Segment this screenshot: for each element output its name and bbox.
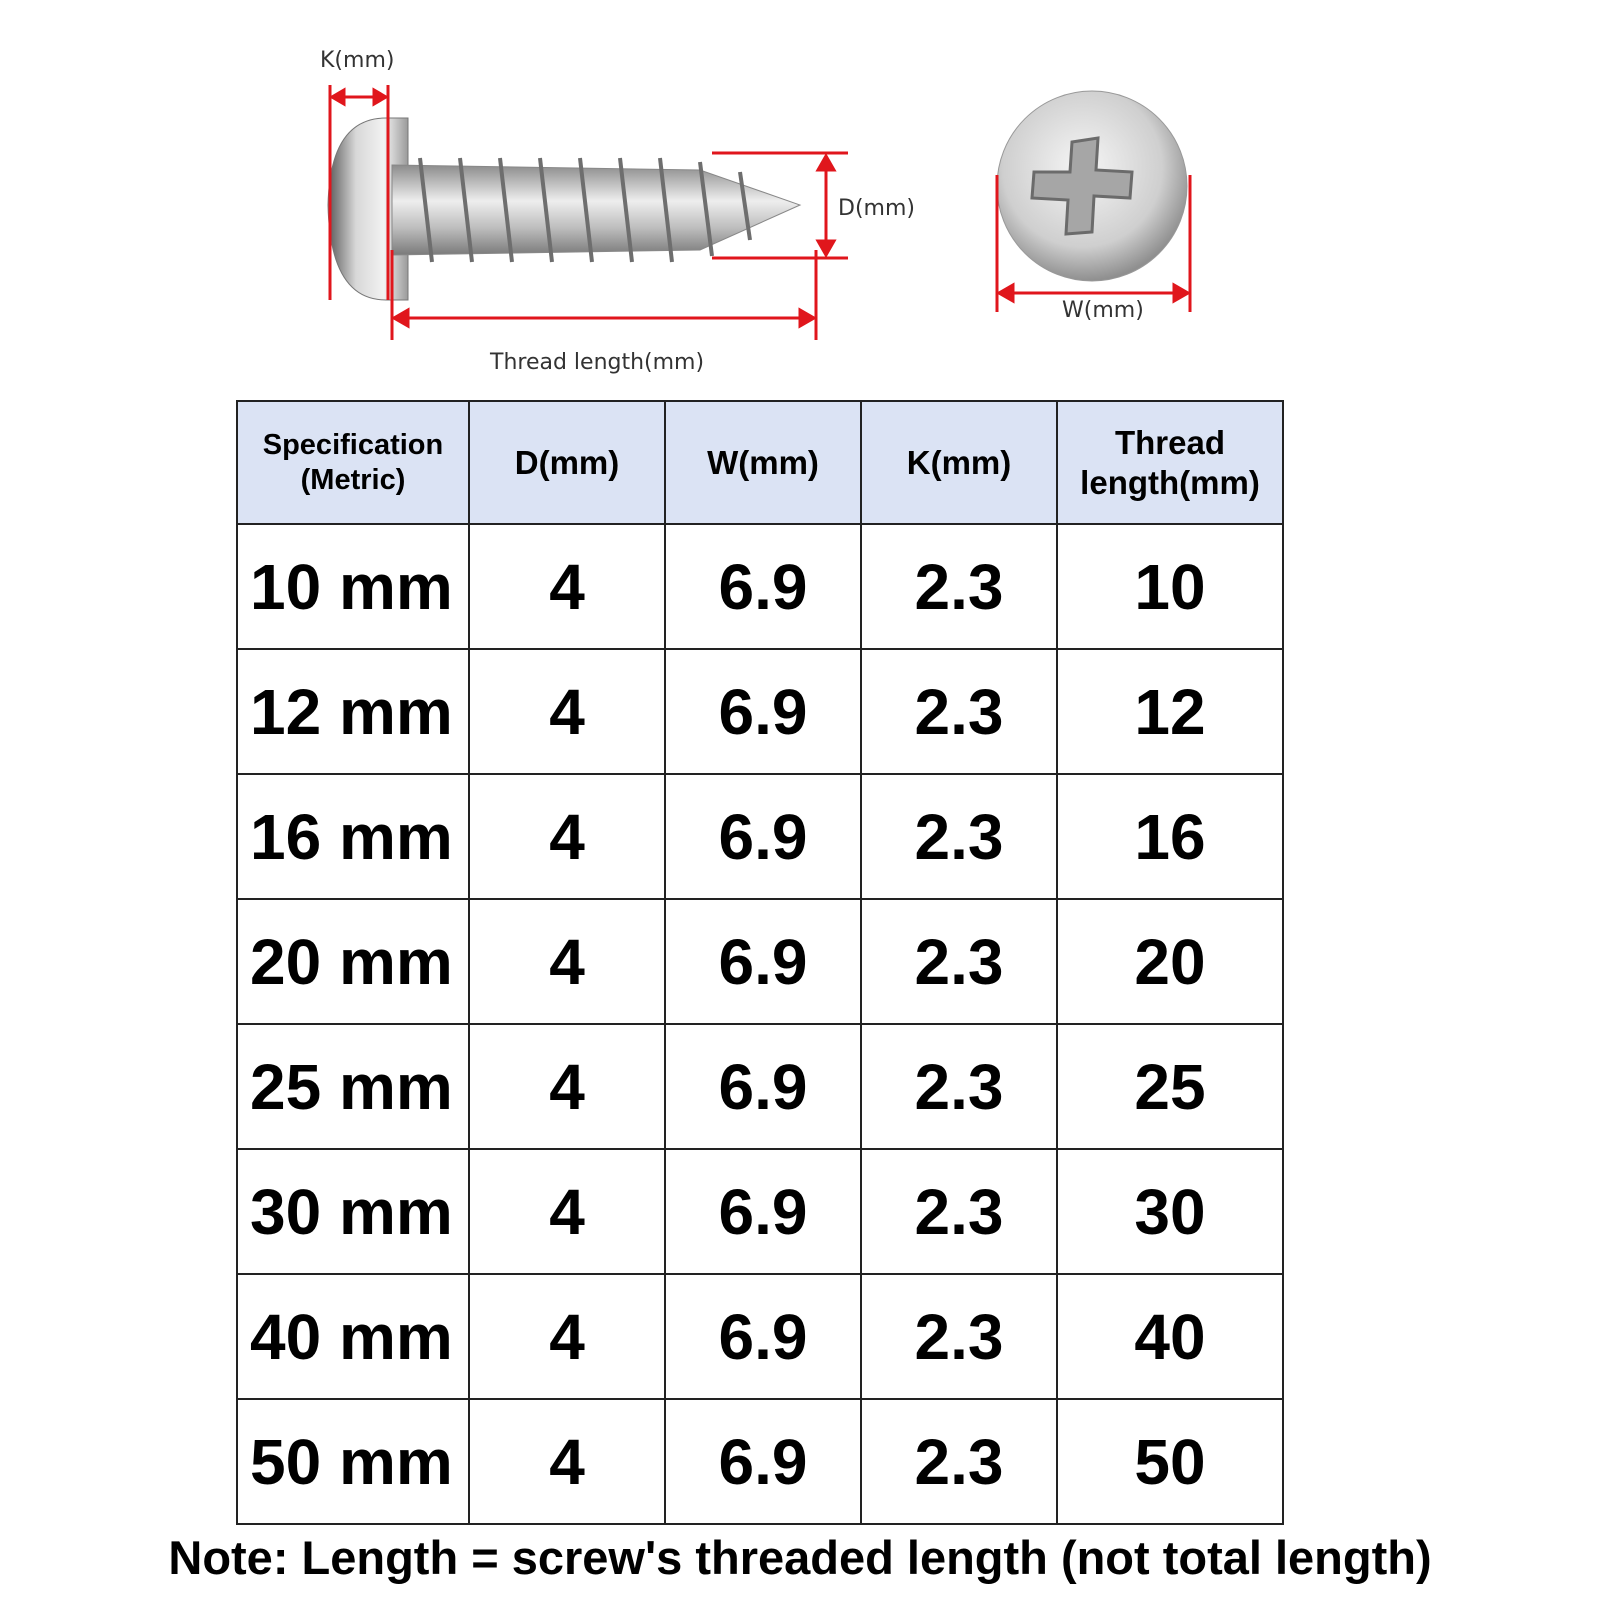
cell-w: 6.9 — [665, 1399, 861, 1524]
cell-specification: 40 mm — [237, 1274, 469, 1399]
cell-w: 6.9 — [665, 649, 861, 774]
cell-k: 2.3 — [861, 649, 1057, 774]
length-note: Note: Length = screw's threaded length (not total length) — [168, 1531, 1432, 1584]
cell-w: 6.9 — [665, 524, 861, 649]
cell-k: 2.3 — [861, 899, 1057, 1024]
cell-thread-length: 20 — [1057, 899, 1283, 1024]
cell-k: 2.3 — [861, 1274, 1057, 1399]
table-row — [237, 649, 1283, 774]
cell-specification: 20 mm — [237, 899, 469, 1024]
cell-d: 4 — [469, 1024, 665, 1149]
cell-thread-length: 12 — [1057, 649, 1283, 774]
screw-top-view — [997, 91, 1187, 281]
cell-d: 4 — [469, 524, 665, 649]
table-row — [237, 1399, 1283, 1524]
cell-thread-length: 50 — [1057, 1399, 1283, 1524]
cell-specification: 16 mm — [237, 774, 469, 899]
header-thread-length-line2: length(mm) — [1080, 463, 1260, 501]
cell-specification: 30 mm — [237, 1149, 469, 1274]
cell-w: 6.9 — [665, 1149, 861, 1274]
cell-k: 2.3 — [861, 524, 1057, 649]
cell-d: 4 — [469, 1149, 665, 1274]
cell-d: 4 — [469, 1399, 665, 1524]
k-dimension-label: K(mm) — [320, 48, 395, 73]
header-d: D(mm) — [469, 401, 665, 524]
cell-k: 2.3 — [861, 1149, 1057, 1274]
table-row — [237, 1149, 1283, 1274]
thread-length-label: Thread length(mm) — [490, 350, 705, 375]
table-header-row — [237, 401, 1283, 524]
header-k: K(mm) — [861, 401, 1057, 524]
cell-w: 6.9 — [665, 899, 861, 1024]
d-dimension-label: D(mm) — [838, 196, 915, 221]
screw-side-view — [328, 118, 800, 300]
header-specification-line1: Specification — [262, 428, 444, 461]
w-dimension-label: W(mm) — [1062, 298, 1144, 323]
cell-d: 4 — [469, 1274, 665, 1399]
cell-thread-length: 30 — [1057, 1149, 1283, 1274]
cell-k: 2.3 — [861, 774, 1057, 899]
cell-specification: 12 mm — [237, 649, 469, 774]
table-row — [237, 899, 1283, 1024]
header-thread-length — [1057, 401, 1283, 524]
cell-k: 2.3 — [861, 1024, 1057, 1149]
cell-w: 6.9 — [665, 1274, 861, 1399]
screw-spec-table — [236, 400, 1284, 1525]
cell-thread-length: 16 — [1057, 774, 1283, 899]
screw-dimension-diagram — [0, 0, 1600, 390]
header-w: W(mm) — [665, 401, 861, 524]
table-row — [237, 1274, 1283, 1399]
cell-w: 6.9 — [665, 1024, 861, 1149]
cell-d: 4 — [469, 649, 665, 774]
cell-d: 4 — [469, 774, 665, 899]
cell-specification: 25 mm — [237, 1024, 469, 1149]
table-row — [237, 774, 1283, 899]
table-row — [237, 1024, 1283, 1149]
cell-thread-length: 25 — [1057, 1024, 1283, 1149]
table-row — [237, 524, 1283, 649]
cell-specification: 10 mm — [237, 524, 469, 649]
header-thread-length-line1: Thread — [1114, 423, 1226, 461]
screw-illustration — [0, 0, 1600, 390]
cell-specification: 50 mm — [237, 1399, 469, 1524]
header-specification — [237, 401, 469, 524]
cell-thread-length: 10 — [1057, 524, 1283, 649]
cell-thread-length: 40 — [1057, 1274, 1283, 1399]
cell-k: 2.3 — [861, 1399, 1057, 1524]
thread-length-dimension-marker — [392, 250, 816, 340]
cell-d: 4 — [469, 899, 665, 1024]
cell-w: 6.9 — [665, 774, 861, 899]
header-specification-line2: (Metric) — [300, 463, 406, 496]
